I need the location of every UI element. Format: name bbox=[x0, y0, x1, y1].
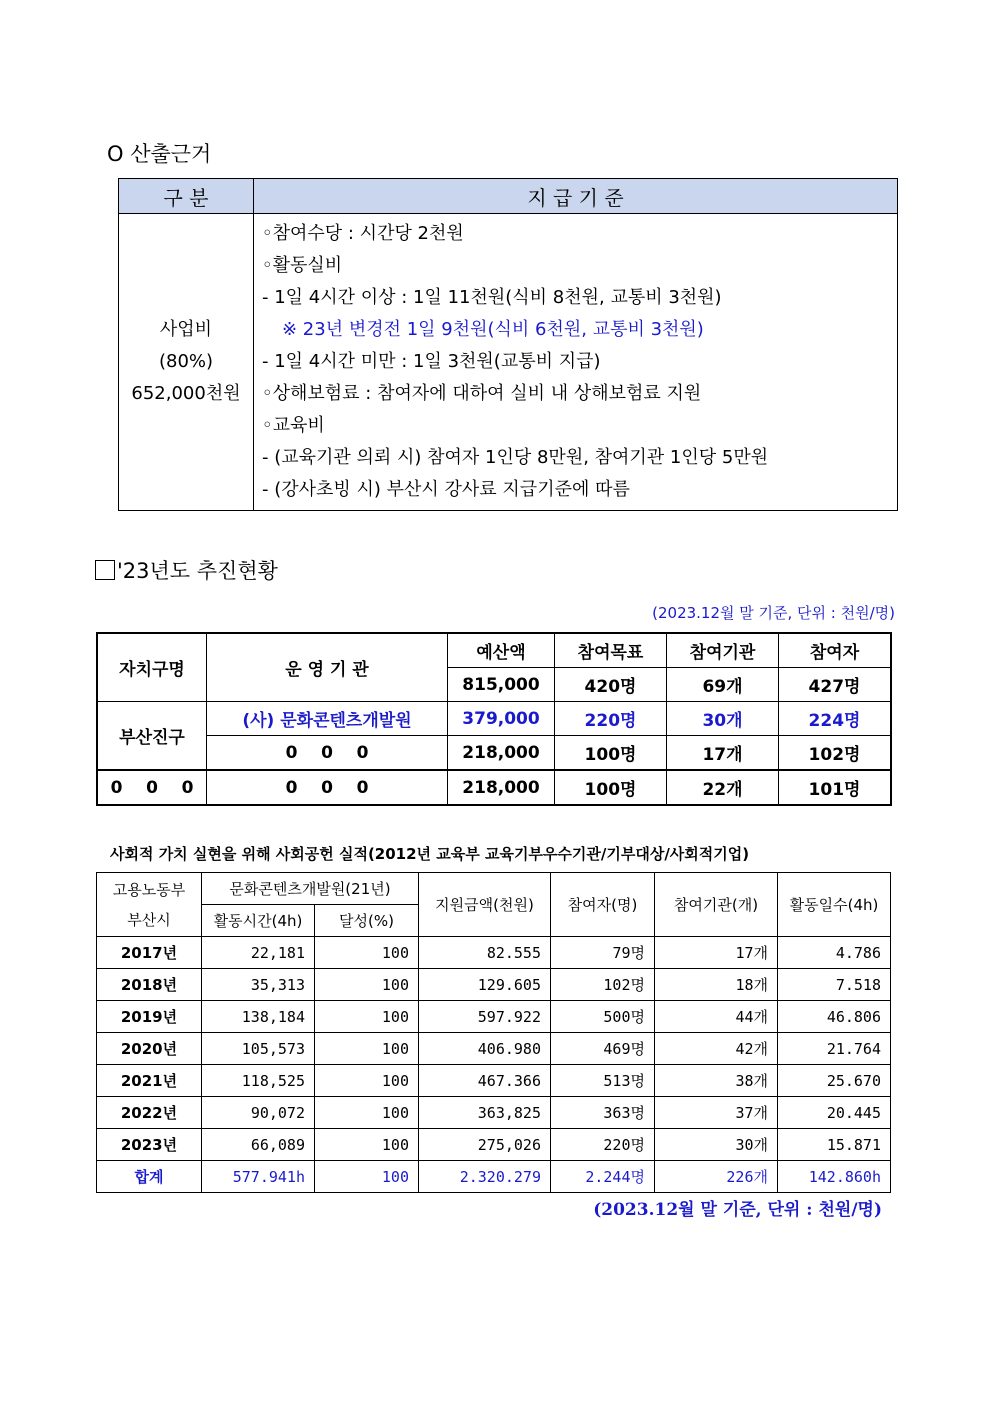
header-corner-line1: 고용노동부 bbox=[112, 880, 186, 899]
header-institutions: 참여기관 bbox=[667, 633, 779, 668]
criteria-line: ◦활동실비 bbox=[262, 255, 343, 276]
table-row bbox=[97, 1001, 891, 1033]
year-cell: 2018년 bbox=[97, 969, 202, 1001]
participants-cell: 363명 bbox=[551, 1097, 655, 1129]
hours-cell: 105,573 bbox=[202, 1033, 315, 1065]
institutions-cell: 38개 bbox=[655, 1065, 778, 1097]
days-cell: 25.670 bbox=[778, 1065, 891, 1097]
district-cell: 0 0 0 bbox=[97, 770, 207, 805]
category-amount: 652,000천원 bbox=[131, 383, 241, 404]
days-cell: 4.786 bbox=[778, 937, 891, 969]
criteria-cell bbox=[254, 214, 898, 511]
year-cell: 2023년 bbox=[97, 1129, 202, 1161]
days-cell: 46.806 bbox=[778, 1001, 891, 1033]
section-heading-progress bbox=[95, 555, 278, 585]
table-row bbox=[97, 1097, 891, 1129]
total-achieve: 100 bbox=[315, 1161, 419, 1193]
unit-note-bottom: (2023.12월 말 기준, 단위 : 천원/명) bbox=[593, 1200, 882, 1220]
criteria-line: ◦상해보험료 : 참여자에 대하여 실비 내 상해보험료 지원 bbox=[262, 383, 702, 404]
institutions-cell: 18개 bbox=[655, 969, 778, 1001]
participants-cell: 224명 bbox=[779, 702, 892, 736]
table-row bbox=[119, 214, 898, 511]
total-label: 합계 bbox=[97, 1161, 202, 1193]
amount-cell: 597.922 bbox=[419, 1001, 551, 1033]
participants-cell: 102명 bbox=[779, 736, 892, 771]
hours-cell: 90,072 bbox=[202, 1097, 315, 1129]
category-percent: (80%) bbox=[158, 351, 214, 372]
table-row bbox=[97, 1033, 891, 1065]
criteria-note-line: ※ 23년 변경전 1일 9천원(식비 6천원, 교통비 3천원) bbox=[282, 319, 704, 340]
progress-table bbox=[96, 632, 892, 806]
operator-cell: 0 0 0 bbox=[207, 736, 448, 771]
total-budget: 815,000 bbox=[448, 668, 555, 702]
table-row bbox=[97, 969, 891, 1001]
header-budget: 예산액 bbox=[448, 633, 555, 668]
section-title-social-contribution: 사회적 가치 실현을 위해 사회공헌 실적(2012년 교육부 교육기부우수기관/기부대상/사회적기업) bbox=[110, 845, 750, 863]
achieve-cell: 100 bbox=[315, 969, 419, 1001]
total-hours: 577.941h bbox=[202, 1161, 315, 1193]
table-row bbox=[97, 770, 891, 805]
table-body bbox=[97, 937, 891, 1161]
header-hours: 활동시간(4h) bbox=[202, 905, 315, 937]
institutions-cell: 44개 bbox=[655, 1001, 778, 1033]
checkbox-icon bbox=[95, 560, 115, 580]
hours-cell: 22,181 bbox=[202, 937, 315, 969]
institutions-cell: 17개 bbox=[667, 736, 779, 771]
total-amount: 2.320.279 bbox=[419, 1161, 551, 1193]
total-institutions: 226개 bbox=[655, 1161, 778, 1193]
hours-cell: 35,313 bbox=[202, 969, 315, 1001]
total-participants: 427명 bbox=[779, 668, 892, 702]
days-cell: 21.764 bbox=[778, 1033, 891, 1065]
header-payment-criteria: 지 급 기 준 bbox=[254, 179, 898, 214]
days-cell: 7.518 bbox=[778, 969, 891, 1001]
calculation-basis-table bbox=[118, 178, 898, 511]
participants-cell: 79명 bbox=[551, 937, 655, 969]
header-operator: 운 영 기 관 bbox=[207, 633, 448, 702]
achieve-cell: 100 bbox=[315, 1065, 419, 1097]
header-target: 참여목표 bbox=[555, 633, 667, 668]
institutions-cell: 30개 bbox=[655, 1129, 778, 1161]
target-cell: 220명 bbox=[555, 702, 667, 736]
header-achieve: 달성(%) bbox=[315, 905, 419, 937]
table-header-row bbox=[97, 633, 891, 668]
header-category: 구 분 bbox=[119, 179, 254, 214]
budget-cell: 218,000 bbox=[448, 770, 555, 805]
table-header-row bbox=[119, 179, 898, 214]
header-district: 자치구명 bbox=[97, 633, 207, 702]
hours-cell: 118,525 bbox=[202, 1065, 315, 1097]
table-row bbox=[97, 1129, 891, 1161]
institutions-cell: 30개 bbox=[667, 702, 779, 736]
year-cell: 2022년 bbox=[97, 1097, 202, 1129]
criteria-line: - 1일 4시간 미만 : 1일 3천원(교통비 지급) bbox=[262, 351, 601, 372]
year-cell: 2017년 bbox=[97, 937, 202, 969]
total-participants: 2.244명 bbox=[551, 1161, 655, 1193]
institutions-cell: 37개 bbox=[655, 1097, 778, 1129]
year-cell: 2019년 bbox=[97, 1001, 202, 1033]
unit-note: (2023.12월 말 기준, 단위 : 천원/명) bbox=[652, 604, 895, 622]
header-corner bbox=[97, 873, 202, 937]
achieve-cell: 100 bbox=[315, 1129, 419, 1161]
achieve-cell: 100 bbox=[315, 937, 419, 969]
table-row bbox=[97, 1065, 891, 1097]
hours-cell: 66,089 bbox=[202, 1129, 315, 1161]
institutions-cell: 22개 bbox=[667, 770, 779, 805]
section-heading-text: '23년도 추진현황 bbox=[117, 559, 278, 583]
operator-cell: (사) 문화콘텐츠개발원 bbox=[207, 702, 448, 736]
header-participants: 참여자(명) bbox=[551, 873, 655, 937]
header-days: 활동일수(4h) bbox=[778, 873, 891, 937]
table-row bbox=[97, 736, 891, 771]
target-cell: 100명 bbox=[555, 736, 667, 771]
section-heading-calculation-basis: O 산출근거 bbox=[107, 142, 212, 166]
institutions-cell: 42개 bbox=[655, 1033, 778, 1065]
year-cell: 2020년 bbox=[97, 1033, 202, 1065]
table-row bbox=[97, 937, 891, 969]
amount-cell: 275,026 bbox=[419, 1129, 551, 1161]
participants-cell: 469명 bbox=[551, 1033, 655, 1065]
category-cell bbox=[119, 214, 254, 511]
district-cell: 부산진구 bbox=[97, 702, 207, 771]
achieve-cell: 100 bbox=[315, 1097, 419, 1129]
criteria-line: - 1일 4시간 이상 : 1일 11천원(식비 8천원, 교통비 3천원) bbox=[262, 287, 722, 308]
participants-cell: 101명 bbox=[779, 770, 892, 805]
amount-cell: 406.980 bbox=[419, 1033, 551, 1065]
participants-cell: 513명 bbox=[551, 1065, 655, 1097]
header-institutions: 참여기관(개) bbox=[655, 873, 778, 937]
header-amount: 지원금액(천원) bbox=[419, 873, 551, 937]
institutions-cell: 17개 bbox=[655, 937, 778, 969]
amount-cell: 467.366 bbox=[419, 1065, 551, 1097]
social-contribution-table bbox=[96, 872, 891, 1193]
days-cell: 15.871 bbox=[778, 1129, 891, 1161]
total-target: 420명 bbox=[555, 668, 667, 702]
criteria-line: ◦교육비 bbox=[262, 415, 325, 436]
participants-cell: 500명 bbox=[551, 1001, 655, 1033]
category-name: 사업비 bbox=[159, 319, 213, 340]
amount-cell: 363,825 bbox=[419, 1097, 551, 1129]
days-cell: 20.445 bbox=[778, 1097, 891, 1129]
amount-cell: 82.555 bbox=[419, 937, 551, 969]
operator-cell: 0 0 0 bbox=[207, 770, 448, 805]
header-participants: 참여자 bbox=[779, 633, 892, 668]
table-row bbox=[97, 702, 891, 736]
total-row bbox=[97, 1161, 891, 1193]
target-cell: 100명 bbox=[555, 770, 667, 805]
year-cell: 2021년 bbox=[97, 1065, 202, 1097]
budget-cell: 218,000 bbox=[448, 736, 555, 771]
criteria-line: - (교육기관 의뢰 시) 참여자 1인당 8만원, 참여기관 1인당 5만원 bbox=[262, 447, 769, 468]
table-header-row bbox=[97, 873, 891, 905]
hours-cell: 138,184 bbox=[202, 1001, 315, 1033]
budget-cell: 379,000 bbox=[448, 702, 555, 736]
criteria-line: - (강사초빙 시) 부산시 강사료 지급기준에 따름 bbox=[262, 479, 630, 500]
header-corner-line2: 부산시 bbox=[127, 910, 171, 929]
participants-cell: 220명 bbox=[551, 1129, 655, 1161]
achieve-cell: 100 bbox=[315, 1033, 419, 1065]
amount-cell: 129.605 bbox=[419, 969, 551, 1001]
achieve-cell: 100 bbox=[315, 1001, 419, 1033]
criteria-line: ◦참여수당 : 시간당 2천원 bbox=[262, 223, 464, 244]
header-org: 문화콘텐츠개발원(21년) bbox=[202, 873, 419, 905]
participants-cell: 102명 bbox=[551, 969, 655, 1001]
total-days: 142.860h bbox=[778, 1161, 891, 1193]
total-institutions: 69개 bbox=[667, 668, 779, 702]
